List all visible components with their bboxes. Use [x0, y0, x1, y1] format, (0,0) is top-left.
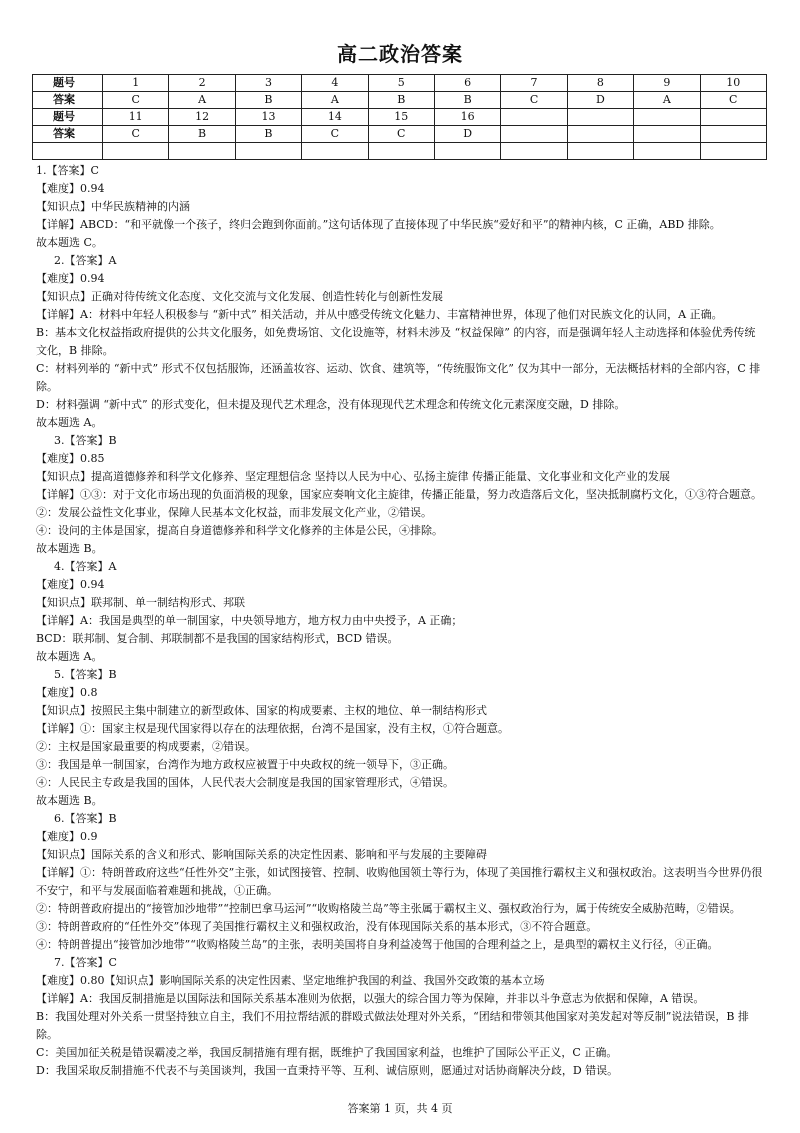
explanation-line: ③：我国是单一制国家，台湾作为地方政权应被置于中央政权的统一领导下，③正确。 [36, 758, 454, 771]
table-cell: 9 [634, 75, 700, 92]
table-cell [103, 143, 169, 160]
question-block [36, 558, 764, 666]
table-cell [302, 143, 368, 160]
answer-table [32, 74, 767, 160]
table-cell: B [235, 126, 301, 143]
answer-explanations [36, 162, 764, 1080]
table-cell [368, 143, 434, 160]
answer-line: 6.【答案】B [54, 812, 117, 825]
explanation-line: 【难度】0.94 [36, 578, 105, 591]
explanation-line: ②：特朗普政府提出的“接管加沙地带”“控制巴拿马运河”“收购格陵兰岛”等主张属于霸权主义、强权政治行为，属于传统安全威胁范畴，②错误。 [36, 902, 741, 915]
explanation-line: 【详解】ABCD：“和平就像一个孩子，终归会跑到你面前。”这句话体现了直接体现了中华民族“爱好和平”的精神内核，C 正确，ABD 排除。 [36, 218, 721, 231]
table-cell: A [634, 92, 700, 109]
row-label: 答案 [33, 92, 103, 109]
table-cell: 7 [501, 75, 567, 92]
answer-line: 5.【答案】B [54, 668, 117, 681]
explanation-line: 【难度】0.9 [36, 830, 98, 843]
explanation-line: 【详解】①：特朗普政府这些“任性外交”主张，如试图接管、控制、收购他国领土等行为，体现了美国推行霸权主义和强权政治。这表明当今世界仍很不安宁，和平与发展面临着难题和挑战，①正确。 [36, 866, 763, 897]
explanation-line: 【知识点】中华民族精神的内涵 [36, 200, 190, 213]
explanation-line: ②：发展公益性文化事业，保障人民基本文化权益，而非发展文化产业，②错误。 [36, 506, 432, 519]
explanation-line: ③：特朗普政府的“任性外交”体现了美国推行霸权主义和强权政治，没有体现国际关系的基本形式，③不符合题意。 [36, 920, 598, 933]
table-cell: C [103, 126, 169, 143]
explanation-line: 故本题选 C。 [36, 236, 103, 249]
table-cell: 2 [169, 75, 235, 92]
table-cell: 12 [169, 109, 235, 126]
table-cell: C [700, 92, 766, 109]
table-cell: A [169, 92, 235, 109]
table-cell: 5 [368, 75, 434, 92]
table-cell: 10 [700, 75, 766, 92]
explanation-line: 【详解】A：我国反制措施是以国际法和国际关系基本准则为依据，以强大的综合国力等为保障，并非以斗争意志为依据和保障，A 错误。 [36, 992, 705, 1005]
table-cell: C [103, 92, 169, 109]
explanation-line: 故本题选 B。 [36, 542, 103, 555]
explanation-line: 故本题选 B。 [36, 794, 103, 807]
explanation-line: 【详解】①③：对于文化市场出现的负面消极的现象，国家应奏响文化主旋律，传播正能量，努力改造落后文化，坚决抵制腐朽文化，①③符合题意。 [36, 488, 762, 501]
table-cell: 8 [567, 75, 633, 92]
table-row [33, 143, 767, 160]
explanation-line: ④：人民民主专政是我国的国体，人民代表大会制度是我国的国家管理形式，④错误。 [36, 776, 454, 789]
explanation-line: D：材料强调 “新中式” 的形式变化，但未提及现代艺术理念，没有体现现代艺术理念和传统文化元素深度交融，D 排除。 [36, 398, 626, 411]
explanation-line: 【难度】0.94 [36, 182, 105, 195]
table-cell [567, 126, 633, 143]
explanation-line: C：美国加征关税是错误霸凌之举，我国反制措施有理有据，既维护了我国国家利益，也维护了国际公平正义，C 正确。 [36, 1046, 618, 1059]
table-cell: C [501, 92, 567, 109]
table-cell [235, 143, 301, 160]
question-block [36, 162, 764, 252]
answer-line: 7.【答案】C [54, 956, 117, 969]
answer-line: 3.【答案】B [54, 434, 117, 447]
table-cell: B [235, 92, 301, 109]
explanation-line: 【知识点】联邦制、单一制结构形式、邦联 [36, 596, 245, 609]
explanation-line: B：基本文化权益指政府提供的公共文化服务，如免费场馆、文化设施等，材料未涉及 “权益保障” 的内容，而是强调年轻人主动选择和体验优秀传统文化，B 排除。 [36, 326, 756, 357]
explanation-line: 故本题选 A。 [36, 650, 103, 663]
table-cell: 11 [103, 109, 169, 126]
row-label: 题号 [33, 75, 103, 92]
table-cell: 3 [235, 75, 301, 92]
table-cell [501, 126, 567, 143]
answer-line: 4.【答案】A [54, 560, 117, 573]
explanation-line: 【详解】①：国家主权是现代国家得以存在的法理依据，台湾不是国家，没有主权，①符合题意。 [36, 722, 509, 735]
explanation-line: 【知识点】按照民主集中制建立的新型政体、国家的构成要素、主权的地位、单一制结构形式 [36, 704, 487, 717]
answer-line: 1.【答案】C [36, 164, 99, 177]
explanation-line: 【难度】0.8 [36, 686, 98, 699]
table-cell: D [567, 92, 633, 109]
table-cell: 13 [235, 109, 301, 126]
table-row [33, 126, 767, 143]
table-cell: 14 [302, 109, 368, 126]
table-cell: D [434, 126, 500, 143]
table-cell: B [368, 92, 434, 109]
row-label [33, 143, 103, 160]
explanation-line: 【难度】0.80【知识点】影响国际关系的决定性因素、坚定地维护我国的利益、我国外交政策的基本立场 [36, 974, 545, 987]
table-cell: 1 [103, 75, 169, 92]
row-label: 答案 [33, 126, 103, 143]
explanation-line: 【知识点】提高道德修养和科学文化修养、坚定理想信念 坚持以人民为中心、弘扬主旋律 传播正能量、文化事业和文化产业的发展 [36, 470, 670, 483]
table-cell [567, 109, 633, 126]
explanation-line: 【难度】0.94 [36, 272, 105, 285]
table-row [33, 109, 767, 126]
explanation-line: 故本题选 A。 [36, 416, 103, 429]
answer-line: 2.【答案】A [54, 254, 117, 267]
table-cell: B [434, 92, 500, 109]
question-block [36, 810, 764, 954]
table-cell [634, 126, 700, 143]
explanation-line: D：我国采取反制措施不代表不与美国谈判，我国一直秉持平等、互利、诚信原则，愿通过对话协商解决分歧，D 错误。 [36, 1064, 619, 1077]
table-cell: 15 [368, 109, 434, 126]
table-cell [700, 109, 766, 126]
table-cell [700, 126, 766, 143]
table-cell: C [302, 126, 368, 143]
explanation-line: C：材料列举的 “新中式” 形式不仅包括服饰，还涵盖妆容、运动、饮食、建筑等，“传统服饰文化” 仅为其中一部分，无法概括材料的全部内容，C 排除。 [36, 362, 761, 393]
explanation-line: ②：主权是国家最重要的构成要素，②错误。 [36, 740, 256, 753]
explanation-line: 【详解】A：我国是典型的单一制国家，中央领导地方，地方权力由中央授予，A 正确； [36, 614, 463, 627]
row-label: 题号 [33, 109, 103, 126]
explanation-line: BCD：联邦制、复合制、邦联制都不是我国的国家结构形式，BCD 错误。 [36, 632, 399, 645]
table-cell: A [302, 92, 368, 109]
table-row [33, 75, 767, 92]
page-footer: 答案第 1 页，共 4 页 [347, 1102, 453, 1115]
explanation-line: B：我国处理对外关系一贯坚持独立自主，我们不用拉帮结派的群殴式做法处理对外关系，“团结和带领其他国家对美发起对等反制”说法错误，B 排除。 [36, 1010, 749, 1041]
explanation-line: ④：设问的主体是国家，提高自身道德修养和科学文化修养的主体是公民，④排除。 [36, 524, 443, 537]
table-cell [169, 143, 235, 160]
page-title: 高二政治答案 [337, 42, 463, 66]
explanation-line: 【知识点】正确对待传统文化态度、文化交流与文化发展、创造性转化与创新性发展 [36, 290, 443, 303]
table-cell [501, 109, 567, 126]
explanation-line: 【详解】A：材料中年轻人积极参与 “新中式” 相关活动，并从中感受传统文化魅力、丰富精神世界，体现了他们对民族文化的认同，A 正确。 [36, 308, 723, 321]
table-cell [567, 143, 633, 160]
table-cell: 4 [302, 75, 368, 92]
question-block [36, 666, 764, 810]
question-block [36, 954, 764, 1080]
question-block [36, 252, 764, 432]
explanation-line: ④：特朗普提出“接管加沙地带”“收购格陵兰岛”的主张，表明美国将自身利益凌驾于他国的合理利益之上，是典型的霸权主义行径，④正确。 [36, 938, 719, 951]
table-cell: C [368, 126, 434, 143]
table-cell [634, 109, 700, 126]
table-cell [434, 143, 500, 160]
question-block [36, 432, 764, 558]
table-cell [634, 143, 700, 160]
table-cell [501, 143, 567, 160]
table-cell: 16 [434, 109, 500, 126]
table-cell: 6 [434, 75, 500, 92]
table-cell: B [169, 126, 235, 143]
explanation-line: 【知识点】国际关系的含义和形式、影响国际关系的决定性因素、影响和平与发展的主要障碍 [36, 848, 487, 861]
table-row [33, 92, 767, 109]
table-cell [700, 143, 766, 160]
explanation-line: 【难度】0.85 [36, 452, 105, 465]
